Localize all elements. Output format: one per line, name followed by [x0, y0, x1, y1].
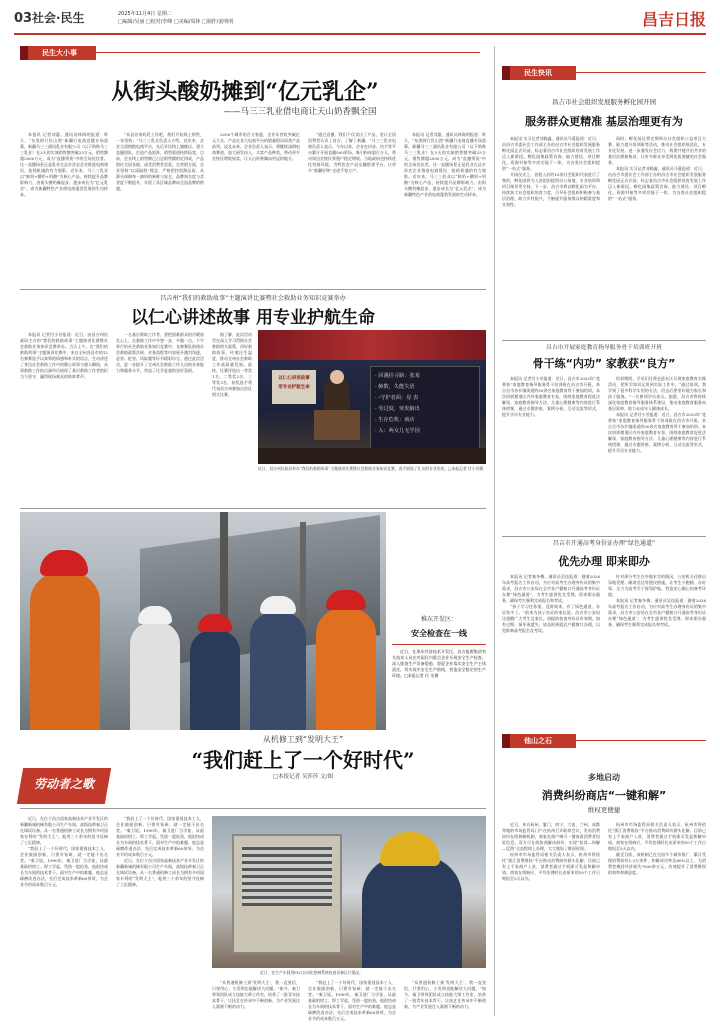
worker-figure	[250, 612, 306, 730]
stage-backdrop	[258, 330, 486, 360]
newspaper-logo: 昌吉日报	[641, 10, 706, 29]
article-incubator-col1: 本报讯 实习记者刘晓鑫、通讯员马蔓报道：近日，由昌吉市委社会工作部主办的昌吉市社会组织发展服务孵化园正式开园，标志着昌吉市社会组织培育发展工作迈入新阶段。孵化园集政策咨询、能力建设、项目孵化、资源对接等多项功能于一体，为各类社会组织提供“一站式”服务。 开园仪式上，首批入驻的10家社会组织代表进行了签约，孵化园将为入驻组织提供办公场地、专业培训和项目指导等支持。下一步，昌吉市将以孵化园为平台，持续加大社会组织培育力度，引导社会组织积极参与基层治理、助力乡村振兴，不断提升服务群众的精准度和实效性。	[502, 136, 600, 207]
badge-text: 劳动者之歌	[33, 777, 94, 791]
divider	[502, 536, 706, 537]
tag-rule	[576, 72, 706, 73]
subheadline-dispute: 维权更便捷	[587, 806, 621, 814]
screen-line: · 回溪挂寻路：张某	[375, 373, 420, 379]
hard-hat-icon	[380, 832, 440, 866]
article-rescue-col1: 本报讯 记者付小芳报道：近日，由昌吉州民政局主办的“我们的救助故事”主题演讲比赛暨社会救助业务知识竞赛举办。当天上午，在“我们的救助故事”主题演讲比赛中，来自全州各县市的12名参赛选手以真挚的情感和朴实的语言，生动讲述了身边社会救助工作中的暖心故事与感人瞬间，从事救助工作的点滴经历展现了基层救助工作者的担当与坚守，赢得现场观众的阵阵掌声。	[20, 332, 108, 379]
article-inventor-col5: “从普通机修工到‘发明大王’，我一直坚信，只要用心，小发明也能解决大问题。”如今，秦卫带领团队成立技能大师工作室，培养了一批青年技术骨干，让技艺在传承中不断创新，为产业发展注入源源不断的动力。	[404, 980, 486, 1009]
header-rule	[14, 33, 706, 35]
article-rescue-col2: 一名基层救助工作者，要把困难群众的冷暖放在心上，在救助工作中多想一步，多做一点。下午举行的社会救助业务知识竞赛中，各参赛队围绕社会救助政策法规、业务流程等内容展开激烈角逐，必答、抢答、风险题等环节精彩纷呈。通过此次活动，进一步提升了全州社会救助工作人员的业务能力和服务水平，营造了比学赶超的良好氛围。	[116, 332, 204, 373]
photo-sidebar	[392, 616, 486, 733]
article-inventor-col4: “我赶上了一个好时代，国家重视技术工人，企业鼓励创新，只要肯钻研，就一定能干出名堂。”秦卫说。1990年，秦卫进厂当学徒，从最基础的钳工、焊工学起，凭借一股钻劲，他很快成长为车间的技术骨干。面对生产中的难题，他总是琢磨改进办法，先后完成技术革新60余项，为企业节约成本数百万元。	[308, 980, 396, 1021]
plc-wiring	[242, 846, 332, 906]
hard-hat-icon	[138, 606, 172, 624]
section-tag-minsheng: 民生大小事	[28, 46, 96, 60]
screen-line: · 生存危机：商店	[375, 417, 415, 423]
hard-hat-icon	[40, 550, 88, 576]
headline-rescue: 以仁心讲述故事 用专业护航生命	[131, 308, 375, 328]
article-yogurt-col5: 本报讯 记者刘惠、通讯员林海明报道：昨天，“东黑阿行民山湾”新疆行电商直播专场落幕，新疆马三三通讯乳业有限公司（以下简称马三三乳业）在3天的实演销售额突破25万元，销售额超2000万元，成为“直播带货”中的全场佼佼者。这一直播场景正是乳业在县乡涉农企业推进电商建设，抢抓机遇的有力缩影。近年来，马三三乳业以“鲜奶+酸奶+奶酪”为核心产品，持续提升品牌影响力，由街头酸奶摊起步，逐步成长为“亿元乳企”，成为新疆特色产业借电商蓬勃发展的生动样本。	[404, 132, 486, 197]
tag-accent	[502, 734, 510, 748]
issue-date: 2025年11月4日 星期二	[118, 11, 172, 17]
headline-dispute: 消费纠纷商店“一键和解”	[541, 789, 667, 802]
page-header	[0, 0, 720, 40]
stage-floor	[258, 448, 486, 464]
screen-line: · 入：两女儿无学因	[375, 428, 420, 434]
article-yogurt-col2: “从县首家奶乳工作吧，我们开始线上销售，一年坚持；”马三三乳业负责人介绍，近年来，企业全面拥抱电商平台，先后开设线上旗舰店，建立直播团队，打造产品矩阵，销售渠道持续拓宽。目前，企业线上销售额已占总销售额的近四成，产品销往全国各地，深受消费者喜爱。在营销方面，企业坚持“以质取胜”理念，严格把控奶源品质，从源头保障每一滴奶的新鲜与安全，品牌知名度与美誉度不断提升，实现了从区域品牌向全国品牌的跨越。	[116, 132, 204, 191]
tag-accent	[20, 46, 28, 60]
tag-rule	[96, 52, 480, 53]
article-id-card-col2: 针对部分考生在外地求学的情况，公安机关还推出异地受理、邮寄送达等便民措施，让考生少跑腿、办好事，全力为高考学子保驾护航，营造安心顺心的备考环境。 本报讯 记者秦冬梅、通讯员吴钰报道：随着2026年高考报名工作启动，为应对高考生办理身份证的集中需求，昌吉市公安局在全市各户籍窗口开通高考身份证办理“绿色通道”，为考生提供优先受理、即来即办服务，确保考生顺利完成报名和考试。	[608, 574, 706, 627]
hard-hat-icon	[326, 590, 366, 610]
section-name: 社会·民生	[32, 11, 85, 25]
photo-safety-inspection	[20, 512, 386, 730]
photo-sidebar-headline: 安全检查在一线	[411, 628, 467, 638]
photo-technician	[212, 816, 486, 968]
headline-yogurt: 从街头酸奶摊到“亿元乳企”	[111, 79, 379, 105]
worker-figure	[316, 608, 376, 730]
section-tag-news: 民生快讯	[510, 66, 576, 80]
kicker-inventor: 从机修工到“发明大王”	[262, 735, 344, 744]
technician-figure	[362, 856, 462, 968]
worker-figure	[130, 622, 180, 730]
caption-technician: 近日，在生产车间用PLC自动化控制系统检查设备运行情况。	[260, 970, 363, 975]
screen-line: · 劳过度，突发脑出	[375, 406, 420, 412]
screen-line: · 帧数，失能失语	[375, 384, 415, 390]
article-inventor-col2: “我赶上了一个好时代，国家重视技术工人，企业鼓励创新，只要肯钻研，就一定能干出名堂。”秦卫说。1990年，秦卫进厂当学徒，从最基础的钳工、焊工学起，凭借一股钻劲，他很快成长为车间的技术骨干。面对生产中的难题，他总是琢磨改进办法，先后完成技术革新60余项，为企业节约成本数百万元。 近日，在位于昌吉国家高新技术产业开发区的新疆新诚机械有限公司生产车间，高级技师秦卫正在调试设备。从一名普通机修工成长为拥有多项国家专利的“发明大王”，他用三十余年的坚守诠释了工匠精神。	[116, 816, 204, 887]
tag-rule	[576, 740, 706, 741]
article-yogurt-col4: “通过直播，我们不仅卖出了产品，更让全国消费者认识了昌吉、了解了新疆。”马三三乳业电商负责人表示，今年以来，企业在抖音、快手等平台累计开展直播500余场，吸引粉丝超百万人，带动周边农牧民养殖户稳定增收。当地政府也持续优化营商环境，为特色农产品出疆搭建平台，让更多“新疆好物”走进千家万户。	[308, 132, 396, 173]
kicker-dispute: 多地启动	[588, 773, 620, 782]
divider	[20, 289, 486, 290]
worker-figure	[30, 572, 100, 730]
headline-id-card: 优先办理 即来即办	[558, 555, 650, 568]
hard-hat-icon	[260, 596, 296, 614]
backdrop-title: 以仁心讲述故事	[278, 376, 310, 381]
divider	[502, 340, 706, 341]
presentation-screen	[370, 366, 480, 450]
article-yogurt-col1: 本报讯 记者刘惠、通讯员林海明报道：昨天，“东黑阿行民山湾”新疆行电商直播专场落幕，新疆马三三通讯乳业有限公司（以下简称马三三乳业）在3天的实演销售额突破25万元，销售额超2000万元，成为“直播带货”中的全场佼佼者。这一直播场景正是乳业在县乡涉农企业推进电商建设，抢抓机遇的有力缩影。近年来，马三三乳业以“鲜奶+酸奶+奶酪”为核心产品，持续提升品牌影响力，由街头酸奶摊起步，逐步成长为“亿元乳企”，成为新疆特色产业借电商蓬勃发展的生动样本。	[20, 132, 108, 197]
headline-incubator: 服务群众更精准 基层治理更有为	[525, 115, 683, 128]
photo-sidebar-title: 稚东开发区：	[420, 616, 457, 623]
page-number: 03	[14, 11, 33, 26]
photo-speech-contest	[258, 330, 486, 464]
column-divider	[494, 46, 495, 1016]
caption-speech: 近日，昌吉州民政局举办“我们的救助故事”主题演讲比赛暨社会救助业务知识竞赛，选手展现了扎实的专业功底。□本报记者 付小芳摄	[258, 466, 484, 471]
divider	[20, 508, 486, 509]
headline-family-edu: 骨干练“内功” 家教获“良方”	[532, 357, 676, 370]
photo-sidebar-caption: 近日，在准东经济技术开发区，昌吉能源集团有关技术人员在对园区内重点企业开展安全生产检查，深入排查生产设备隐患，督促企业落实安全生产主体责任，切实筑牢安全生产防线，营造安全稳定的生产环境。□本报记者 付 龙摄	[392, 649, 486, 679]
issue-meta	[118, 10, 233, 26]
podium	[314, 410, 360, 440]
article-dispute-col1: 近日，来自杭州、厦门、南宁、大连、兰州、成都等地的市场监管局门户在杭州召开联席会议，发布消费纠纷在线和解机制，商家在商户端可一键查看消费者投诉信息，双方可在线协商解决纠纷，实现“投诉—和解—反馈”全流程线上办理，大大缩短了维权时间。 杭州市市场监管局相关负责人表示，杭州市将依托“浙江消费维权”平台推动消费纠纷源头化解，目前已有上千家商户入驻，消费者通过手机即可发起和解申请，商家在线响应，平均处理时长由原来的10个工作日缩短至3天以内。	[502, 822, 600, 881]
article-rescue-col3: 据了解，此次活动旨在深入学习贯彻社会救助相关政策，讲好救助故事，传递民生温度，推动全州社会救助工作高质量发展。最终，比赛评选出一等奖1名、二等奖2名、三等奖3名，获奖选手将代表昌吉州参加自治区相关比赛。	[212, 332, 252, 397]
worker-figure	[190, 630, 240, 730]
article-dispute-col2: 杭州市市场监管局相关负责人表示，杭州市将依托“浙江消费维权”平台推动消费纠纷源头化解，目前已有上千家商户入驻，消费者通过手机即可发起和解申请，商家在线响应，平均处理时长由原来的10个工作日缩短至3天以内。 截至目前，该机制已在全国多个城市推广，累计受理消费纠纷1.3万余件，和解成功率达80%以上，为消费者挽回经济损失7000余万元，有效提升了消费维权的效率和满意度。	[608, 822, 706, 875]
article-inventor-col1: 近日，在位于昌吉国家高新技术产业开发区的新疆新诚机械有限公司生产车间，高级技师秦卫正在调试设备。从一名普通机修工成长为拥有多项国家专利的“发明大王”，他用三十余年的坚守诠释了工匠精神。 “我赶上了一个好时代，国家重视技术工人，企业鼓励创新，只要肯钻研，就一定能干出名堂。”秦卫说。1990年，秦卫进厂当学徒，从最基础的钳工、焊工学起，凭借一股钻劲，他很快成长为车间的技术骨干。面对生产中的难题，他总是琢磨改进办法，先后完成技术革新60余项，为企业节约成本数百万元。	[20, 816, 108, 887]
kicker-family-edu: 昌吉市开展家庭教育指导服务骨干培训班开班	[546, 345, 662, 351]
subheadline-yogurt: ——马三三乳业借电商让天山奶香飘全国	[223, 107, 377, 117]
labor-badge	[20, 768, 108, 804]
kicker-id-card: 昌吉市开通高考身份证办理“绿色通道”	[552, 540, 656, 547]
screen-line: · -守护者面：母 表	[375, 395, 419, 401]
divider	[20, 808, 486, 809]
backdrop-sign	[272, 370, 316, 404]
backdrop-sub: 用专业护航生命	[278, 385, 310, 390]
article-incubator-col2: 同时，孵化园还将定期举办社会组织公益项目大赛、能力提升培训班等活动，推动社会组织规范化、专业化发展，进一步激发社会活力，构建共建共治共享的基层治理新格局，让更多群众享受到优质便捷的社会服务。 本报讯 实习记者刘晓鑫、通讯员马蔓报道：近日，由昌吉市委社会工作部主办的昌吉市社会组织发展服务孵化园正式开园，标志着昌吉市社会组织培育发展工作迈入新阶段。孵化园集政策咨询、能力建设、项目孵化、资源对接等多项功能于一体，为各类社会组织提供“一站式”服务。	[608, 136, 706, 201]
article-family-edu-col1: 本报讯 记者付小芳报道：近日，昌吉市2025年“花香家”家庭教育指导服务骨干培训班在昌吉市开班，来自全市各乡镇街道的50余名家庭教育骨干参加培训。本次培训邀请区内外家庭教育专家，围绕家庭教育促进法解读、家庭教育指导方法、儿童心理健康等内容进行系统授课，通过专题讲座、案例分析、互动交流等形式，提升学员专业能力。	[502, 376, 600, 417]
editor-credits: □编辑/吴丽 □校对/李峰 □美编/周林 □制作/姜明明	[118, 19, 234, 25]
tag-accent	[502, 66, 510, 80]
section-tag-other: 他山之石	[510, 734, 576, 748]
byline-inventor: □本报记者 吴莎莎 文/图	[272, 774, 334, 780]
headline-inventor: “我们赶上了一个好时代”	[191, 748, 415, 772]
speaker-head	[330, 370, 344, 384]
article-family-edu-col2: 培训期间，学员们还将走进社区开展家庭教育实践活动，把所学知识运用到实际工作中。“通过培训，我学到了很多科学实用的方法，回去后要更好地为家长和孩子服务。”一名参训学员表示。据悉，昌吉市将持续深化家庭教育指导服务体系建设，推动家庭教育服务向基层延伸，助力未成年人健康成长。 本报讯 记者付小芳报道：近日，昌吉市2025年“花香家”家庭教育指导服务骨干培训班在昌吉市开班，来自全市各乡镇街道的50余名家庭教育骨干参加培训。本次培训邀请区内外家庭教育专家，围绕家庭教育促进法解读、家庭教育指导方法、儿童心理健康等内容进行系统授课，通过专题讲座、案例分析、互动交流等形式，提升学员专业能力。	[608, 376, 706, 453]
hard-hat-icon	[198, 614, 232, 632]
article-yogurt-col3: 3200个城市的百万家庭，企业年营收突破亿元大关，产品在各大电商平台的销量稳居同类产品前列。谈及未来，企业负责人表示，将继续深耕电商赛道，加大研发投入，丰富产品种类，带动更多农牧民增收致富，让天山奶香飘向更远的地方。	[212, 132, 300, 161]
sidebar-rule	[392, 644, 486, 645]
article-inventor-col3: “从普通机修工到‘发明大王’，我一直坚信，只要用心，小发明也能解决大问题。”如今，秦卫带领团队成立技能大师工作室，培养了一批青年技术骨干，让技艺在传承中不断创新，为产业发展注入源源不断的动力。	[212, 980, 300, 1009]
kicker-incubator: 昌吉市社会组织发展服务孵化园开园	[552, 98, 656, 106]
article-id-card-col1: 本报讯 记者秦冬梅、通讯员吴钰报道：随着2026年高考报名工作启动，为应对高考生办理身份证的集中需求，昌吉市公安局在全市各户籍窗口开通高考身份证办理“绿色通道”，为考生提供优先受理、即来即办服务，确保考生顺利完成报名和考试。 “孩子学习任务重，没时间来，有了绿色通道，办证快多了。”前来为孩子办证的家长说。昌吉市公安局还提醒广大考生及家长，请提前检查身份证有效期，如有过期、损坏或遗失，请及时到就近户籍窗口办理，以免影响高考报名及考试。	[502, 574, 600, 633]
kicker-rescue: 昌吉州“我们的救助故事”主题演讲比赛暨社会救助业务知识竞赛举办	[160, 295, 346, 302]
